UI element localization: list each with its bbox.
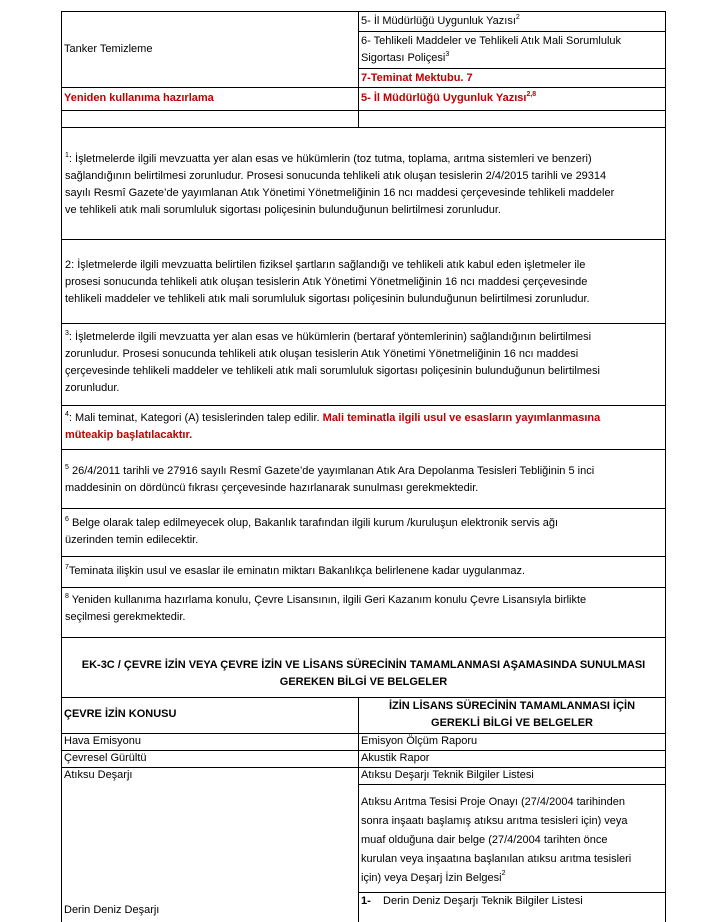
col2-header: İZİN LİSANS SÜRECİNİN TAMAMLANMASI İÇİN GEREKLİ BİLGİ VE BELGELER <box>388 700 636 729</box>
row-topic-deniz: Derin Deniz Deşarjı <box>64 904 160 916</box>
row-topic-hava: Hava Emisyonu <box>64 735 142 747</box>
row-topic-atiksu: Atıksu Deşarjı <box>64 769 133 781</box>
note-6: $^6$ Belge olarak talep edilmeyecek olup, Bakanlık tarafından ilgili kurum /kuruluşun elektronik servis ağı üzerinden temin edilecektir. <box>61 508 666 556</box>
reuse-item: 5- İl Müdürlüğü Uygunluk Yazısı$^{2,8}$ <box>361 91 537 104</box>
atiksu-project-approval: Atıksu Arıtma Tesisi Proje Onayı (27/4/2004 tarihinden sonra inşaatı başlamış atıksu arıtma tesisleri için) veya muaf olduğuna dair belge (27/4/2004 tarihten önce kurulan veya inşaatına başlanılan atıksu arıtma tesisleri için) veya Deşarj İzin Belgesi$^2$ <box>361 796 632 884</box>
reuse-label: Yeniden kullanıma hazırlama <box>64 92 214 104</box>
note-2: 2: İşletmelerde ilgili mevzuatta belirtilen fiziksel şartların sağlandığı ve tehlikeli atık kabul eden işletmeler ile prosesi sonucunda tehlikeli atık oluşan tesislerin Atık Yönetimi Yönetmeliğinin 16 ncı maddesi çerçevesinde tehlikeli maddeler ve tehlikeli atık mali sorumluluk sigortası poliçesinin bulunduğunun belirtilmesi zorunludur. <box>61 239 666 323</box>
row-doc-gurultu: Akustik Rapor <box>361 752 430 764</box>
tanker-item-2: 6- Tehlikeli Maddeler ve Tehlikeli Atık Mali Sorumluluk <box>361 35 622 47</box>
row-doc-deniz: 1- Derin Deniz Deşarjı Teknik Bilgiler Listesi <box>361 895 583 907</box>
note-3: $^3$: İşletmelerde ilgili mevzuatta yer alan esas ve hükümlerin (bertaraf yöntemlerinin) sağlandığının belirtilmesi zorunludur. Prosesi sonucunda tehlikeli atık oluşan tesislerin Atık Yönetimi Yönetmeliğinin 16 ncı maddesi çerçevesinde tehlikeli maddeler ve tehlikeli atık mali sorumluluk sigortası poliçesinin bulunduğunun belirtilmesi zorunludur. <box>61 323 666 405</box>
tanker-item-1: 5- İl Müdürlüğü Uygunluk Yazısı$^2$ <box>361 14 520 27</box>
row-doc-atiksu: Atıksu Deşarjı Teknik Bilgiler Listesi <box>361 769 534 781</box>
note-1: $^1$: İşletmelerde ilgili mevzuatta yer alan esas ve hükümlerin (toz tutma, toplama, arıtma sistemleri ve benzeri) sağlandığının belirtilmesi zorunludur. Prosesi sonucunda tehlikeli atık oluşan tesislerin 2/4/2015 tarihli ve 29314 sayılı Resmî Gazete’de yayımlanan Atık Yönetimi Yönetmeliğinin 16 ncı maddesi çerçevesinde tehlikeli maddeler ve tehlikeli atık mali sorumluluk sigortası poliçesinin bulunduğunun belirtilmesi zorunludur. <box>61 127 666 239</box>
section-title: EK-3C / ÇEVRE İZİN VEYA ÇEVRE İZİN VE LİSANS SÜRECİNİN TAMAMLANMASI AŞAMASINDA SUNULMASI GEREKEN BİLGİ VE BELGELER <box>61 637 666 697</box>
note-8: $^8$ Yeniden kullanıma hazırlama konulu, Çevre Lisansının, ilgili Geri Kazanım konulu Çevre Lisansıyla birlikte seçilmesi gerekmektedir. <box>61 587 666 637</box>
note-4: $^4$: Mali teminat, Kategori (A) tesislerinden talep edilir. Mali teminatla ilgili usul ve esasların yayımlanmasına müteakip başlatılacaktır. <box>61 405 666 449</box>
row-topic-gurultu: Çevresel Gürültü <box>64 752 147 764</box>
tanker-label: Tanker Temizleme <box>64 43 153 55</box>
tanker-item-4: 7-Teminat Mektubu. 7 <box>361 72 473 84</box>
col1-header: ÇEVRE İZİN KONUSU <box>64 708 177 720</box>
note-5: $^5$ 26/4/2011 tarihli ve 27916 sayılı Resmî Gazete’de yayımlanan Atık Ara Depolanma Tesisleri Tebliğinin 5 inci maddesinin on dördüncü fıkrası çerçevesinde hazırlanarak sunulması gerekmektedir. <box>61 449 666 508</box>
note-7: $^7$Teminata ilişkin usul ve esaslar ile eminatın miktarı Bakanlıkça belirlenene kadar uygulanmaz. <box>61 556 666 587</box>
tanker-item-3: Sigortası Poliçesi$^3$ <box>361 51 450 64</box>
row-doc-hava: Emisyon Ölçüm Raporu <box>361 735 478 747</box>
